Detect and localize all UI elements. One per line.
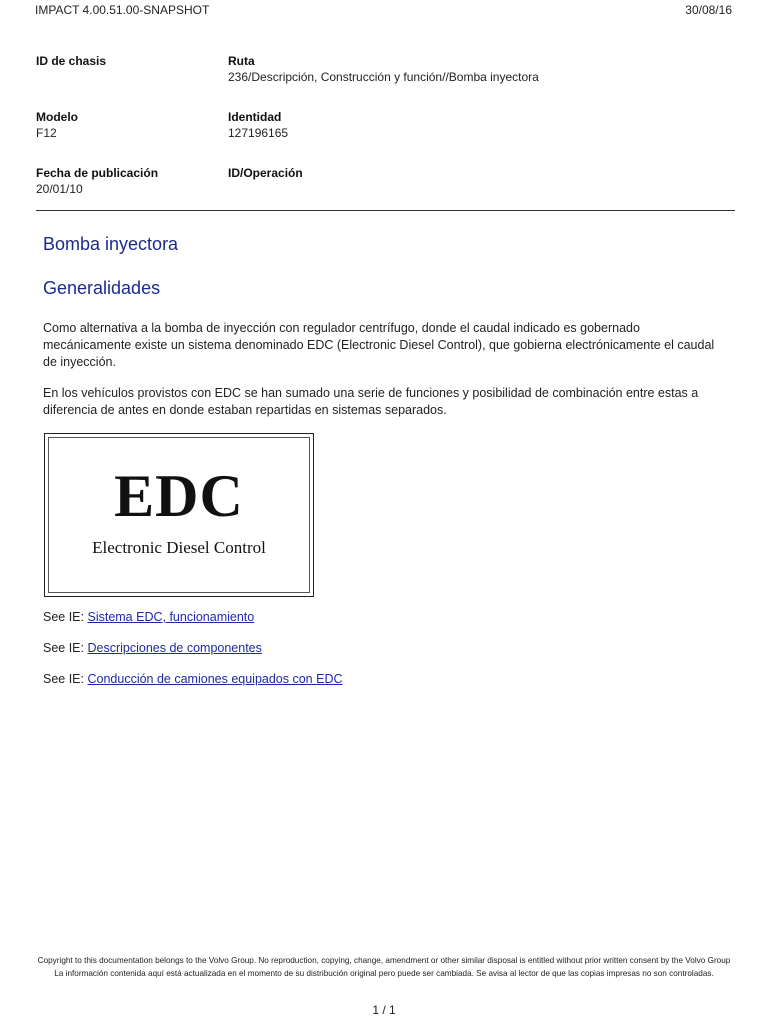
page-title: Bomba inyectora bbox=[43, 234, 179, 254]
see-also-list bbox=[43, 609, 723, 688]
chassis-id-cell bbox=[36, 53, 226, 69]
chassis-id-label: ID de chasis bbox=[36, 54, 107, 68]
identity-value: 127196165 bbox=[228, 126, 289, 140]
edc-figure bbox=[44, 433, 314, 597]
pub-date-cell bbox=[36, 165, 226, 197]
see-prefix: See IE: bbox=[43, 641, 84, 655]
paragraph-intro: Como alternativa a la bomba de inyección con regulador centrífugo, donde el caudal indicado es gobernado mecánicamente existe un sistema denominado EDC (Electronic Diesel Control), que gobierna electrónicamente el caudal de inyección. bbox=[43, 321, 715, 369]
see-prefix: See IE: bbox=[43, 672, 84, 686]
identity-label: Identidad bbox=[228, 110, 282, 124]
model-label: Modelo bbox=[36, 110, 78, 124]
page-indicator: 1 / 1 bbox=[372, 1003, 396, 1017]
paragraph-functions: En los vehículos provistos con EDC se han sumado una serie de funciones y posibilidad de combinación entre estas a diferencia de antes en donde estaban repartidas en sistemas separados. bbox=[43, 386, 699, 417]
link-conduccion-camiones[interactable]: Conducción de camiones equipados con EDC bbox=[87, 672, 343, 686]
section-title: Generalidades bbox=[43, 278, 161, 298]
distribution-notice: La información contenida aquí está actualizada en el momento de su distribución original pero puede ser cambiada. Se avisa al lector de que las copias impresas no son controladas. bbox=[54, 969, 714, 978]
see-also-item bbox=[43, 609, 723, 626]
edc-figure-caption: Electronic Diesel Control bbox=[92, 538, 266, 557]
route-cell bbox=[228, 53, 728, 85]
see-also-item bbox=[43, 671, 723, 688]
model-value: F12 bbox=[36, 126, 57, 140]
pub-date-value: 20/01/10 bbox=[36, 182, 83, 196]
document-metadata bbox=[36, 53, 736, 221]
header-divider bbox=[36, 210, 735, 211]
pub-date-label: Fecha de publicación bbox=[36, 166, 159, 180]
meta-row-publication bbox=[36, 165, 736, 221]
document-body bbox=[43, 232, 723, 702]
see-prefix: See IE: bbox=[43, 610, 84, 624]
legal-footer bbox=[30, 954, 738, 980]
link-descripciones-componentes[interactable]: Descripciones de componentes bbox=[87, 641, 262, 655]
page-header bbox=[35, 3, 732, 19]
operation-cell bbox=[228, 165, 728, 181]
meta-row-model bbox=[36, 109, 736, 165]
operation-label: ID/Operación bbox=[228, 166, 303, 180]
meta-row-chassis bbox=[36, 53, 736, 109]
print-date: 30/08/16 bbox=[685, 3, 732, 17]
route-value: 236/Descripción, Construcción y función//Bomba inyectora bbox=[228, 70, 539, 84]
identity-cell bbox=[228, 109, 728, 141]
route-label: Ruta bbox=[228, 54, 255, 68]
model-cell bbox=[36, 109, 226, 141]
app-version: IMPACT 4.00.51.00-SNAPSHOT bbox=[35, 3, 210, 17]
copyright-notice: Copyright to this documentation belongs to the Volvo Group. No reproduction, copying, change, amendment or other similar disposal is entitled without prior written consent by the Volvo Group bbox=[37, 956, 731, 965]
link-sistema-edc[interactable]: Sistema EDC, funcionamiento bbox=[87, 610, 255, 624]
edc-figure-title: EDC bbox=[114, 463, 244, 529]
see-also-item bbox=[43, 640, 723, 657]
